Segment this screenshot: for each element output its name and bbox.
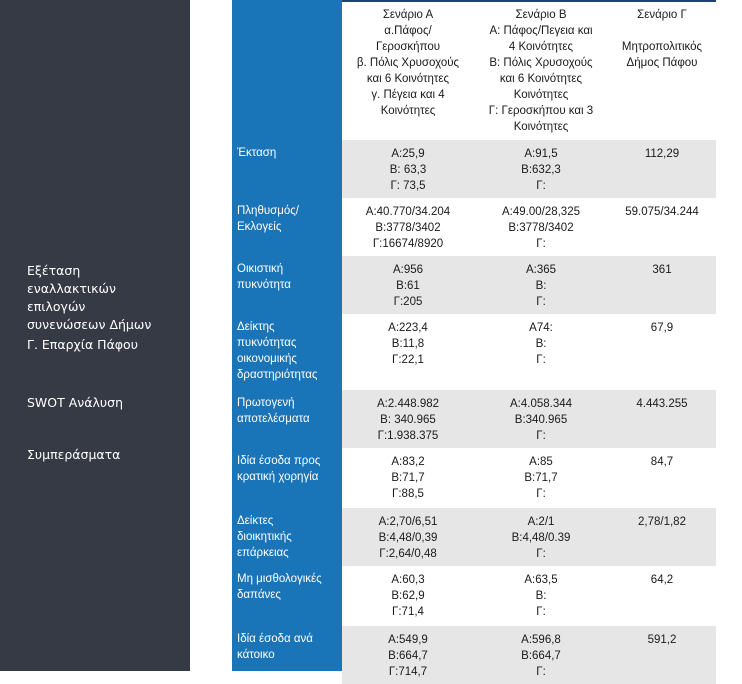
nav-item-swot[interactable]: SWOT Ανάλυση [27,395,123,410]
cell-scenario-b: Α:49.00/28,325 Β:3778/3402 Γ: [501,206,580,250]
header-scenario-b: Σενάριο Β Α: Πάφος/Πεγεια και 4 Κοινότητες Β: Πόλις Χρυσοχούς και 6 Κοινότητες Κοινότητες Γ: Γεροσκήπου και 3 Κοινότητες [488,9,594,133]
table-row [232,314,716,390]
cell-scenario-b: Α74: Β: Γ: [529,322,553,366]
cell-scenario-a: Α:40.770/34.204 Β:3778/3402 Γ:16674/8920 [365,206,451,250]
cell-scenario-c: 64,2 [650,574,674,586]
cell-scenario-c: 591,2 [608,626,716,684]
row-label: Δείκτης πυκνότητας οικονομικής δραστηριότητας [237,321,318,381]
row-label: Έκταση [237,147,277,159]
row-label: Δείκτες διοικητικής επάρκειας [237,515,292,559]
row-label: Οικιστική πυκνότητα [237,263,291,291]
cell-scenario-b: Α:85 Β:71,7 Γ: [524,456,558,500]
cell-scenario-b: Α:596,8 Β:664,7 Γ: [474,626,608,684]
table-row [232,140,716,198]
row-label: Μη μισθολογικές δαπάνες [237,573,322,601]
cell-scenario-c: 84,7 [650,456,674,468]
cell-scenario-b: Α:365 Β: Γ: [474,256,608,314]
table-row [232,390,716,448]
cell-scenario-b: Α:63,5 Β: Γ: [524,574,558,618]
table-header-row [232,0,716,140]
cell-scenario-a: Α:2.448.982 Β: 340.965 Γ:1.938.375 [342,390,474,448]
row-label: Πληθυσμός/ Εκλογείς [237,205,299,233]
table-row [232,626,716,684]
nav-subitem-paphos[interactable]: Γ. Επαρχία Πάφου [27,337,138,352]
table-row [232,448,716,508]
header-scenario-c: Σενάριο Γ Μητροπολιτικός Δήμος Πάφου [621,9,703,69]
nav-item-alternatives[interactable] [27,262,151,354]
nav-item-conclusions[interactable]: Συμπεράσματα [27,447,121,462]
row-label: Πρωτογενή αποτελέσματα [237,397,310,425]
table-row [232,256,716,314]
cell-scenario-a: Α:25,9 Β: 63,3 Γ: 73,5 [342,140,474,198]
cell-scenario-c: 67,9 [650,322,674,334]
cell-scenario-a: Α:83,2 Β:71,7 Γ:88,5 [391,456,425,500]
cell-scenario-a: Α:956 Β:61 Γ:205 [342,256,474,314]
table-row [232,508,716,566]
cell-scenario-a: Α:60,3 Β:62,9 Γ:71,4 [391,574,425,618]
cell-scenario-c: 2,78/1,82 [608,508,716,566]
cell-scenario-c: 4.443.255 [608,390,716,448]
cell-scenario-b: Α:2/1 Β:4,48/0.39 Γ: [474,508,608,566]
cell-scenario-a: Α:2,70/6,51 Β:4,48/0,39 Γ:2,64/0,48 [342,508,474,566]
cell-scenario-a: Α:549,9 Β:664,7 Γ:714,7 [342,626,474,684]
header-scenario-a: Σενάριο Α α.Πάφος/ Γεροσκήπου β. Πόλις Χρυσοχούς και 6 Κοινότητες γ. Πέγεια και 4 Κοινότητες [356,9,460,117]
cell-scenario-c: 361 [608,256,716,314]
nav-item-alternatives-line-3: επιλογών [27,299,86,314]
row-label: Ιδία έσοδα ανά κάτοικο [237,633,313,661]
nav-item-alternatives-line-2: εναλλακτικών [27,281,116,296]
comparison-table [232,0,716,678]
cell-scenario-b: Α:91,5 Β:632,3 Γ: [474,140,608,198]
nav-item-alternatives-line-1: Εξέταση [27,263,81,278]
cell-scenario-c: 112,29 [608,140,716,198]
table-row [232,566,716,626]
cell-scenario-c: 59.075/34.244 [625,206,699,218]
table-row [232,198,716,256]
nav-item-alternatives-line-4: συνενώσεων Δήμων [27,317,152,332]
sidebar-nav [0,0,190,671]
cell-scenario-b: Α:4.058.344 Β:340.965 Γ: [474,390,608,448]
row-label: Ιδία έσοδα προς κρατική χορηγία [237,455,321,483]
cell-scenario-a: Α:223,4 Β:11,8 Γ:22,1 [388,322,428,366]
